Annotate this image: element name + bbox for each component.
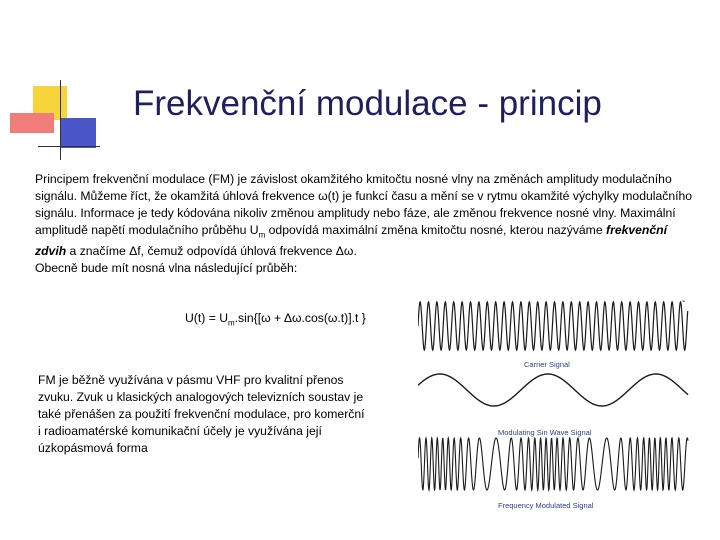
decor-red-bar	[10, 113, 54, 133]
formula	[185, 311, 366, 327]
carrier-wave	[418, 302, 688, 350]
fm-caption: Frequency Modulated Signal	[498, 501, 594, 510]
paragraph-part2: odpovídá maximální změna kmitočtu nosné, kterou nazýváme	[265, 223, 607, 237]
modulating-wave	[418, 374, 688, 406]
body-paragraph	[35, 171, 695, 277]
paragraph-part3: a značíme Δf, čemuž odpovídá úhlová frekvence Δω.	[66, 244, 357, 259]
fm-signal-figure	[418, 298, 690, 514]
formula-part-b: .sin{[ω + Δω.cos(ω.t)].t }	[234, 311, 366, 325]
subscript-m: m	[258, 230, 266, 240]
decor-blue-square	[60, 118, 96, 148]
fm-wave	[418, 438, 688, 490]
paragraph-line2: Obecně bude mít nosná vlna následující průběh:	[35, 261, 298, 276]
formula-subscript: m	[228, 318, 235, 328]
fm-signal-diagram	[418, 298, 690, 514]
fm-note: FM je běžně využívána v pásmu VHF pro kvalitní přenos zvuku. Zvuk u klasických analogových televizních soustav je také přenášen za použití frekvenční modulace, pro komerční i radioamatérské komunikační účely je využívána její úzkopásmová forma	[38, 373, 365, 455]
bold-term: frekvenční zdvih	[35, 223, 667, 259]
decor-vertical-line	[60, 80, 61, 160]
modulating-caption: Modulating Sin Wave Signal	[498, 428, 592, 437]
slide-title: Frekvenční modulace - princip	[133, 84, 602, 123]
paragraph-part1: Principem frekvenční modulace (FM) je závislost okamžitého kmitočtu nosné vlny na změnách amplitudy modulačního signálu. Můžeme říct, že okamžitá úhlová frekvence ω(t) je funkcí času a mění se v rytmu okamžité výchylky modulačního signálu. Informace je tedy kódována nikoliv změnou amplitudy nebo fáze, ale změnou frekvence nosné vlny. Maximální amplitudě napětí modulačního průběhu U	[35, 172, 693, 237]
decor-horizontal-line	[38, 146, 100, 147]
carrier-caption: Carrier Signal	[524, 360, 570, 369]
dash-mark: -	[682, 296, 686, 307]
formula-part-a: U(t) = U	[185, 311, 228, 325]
